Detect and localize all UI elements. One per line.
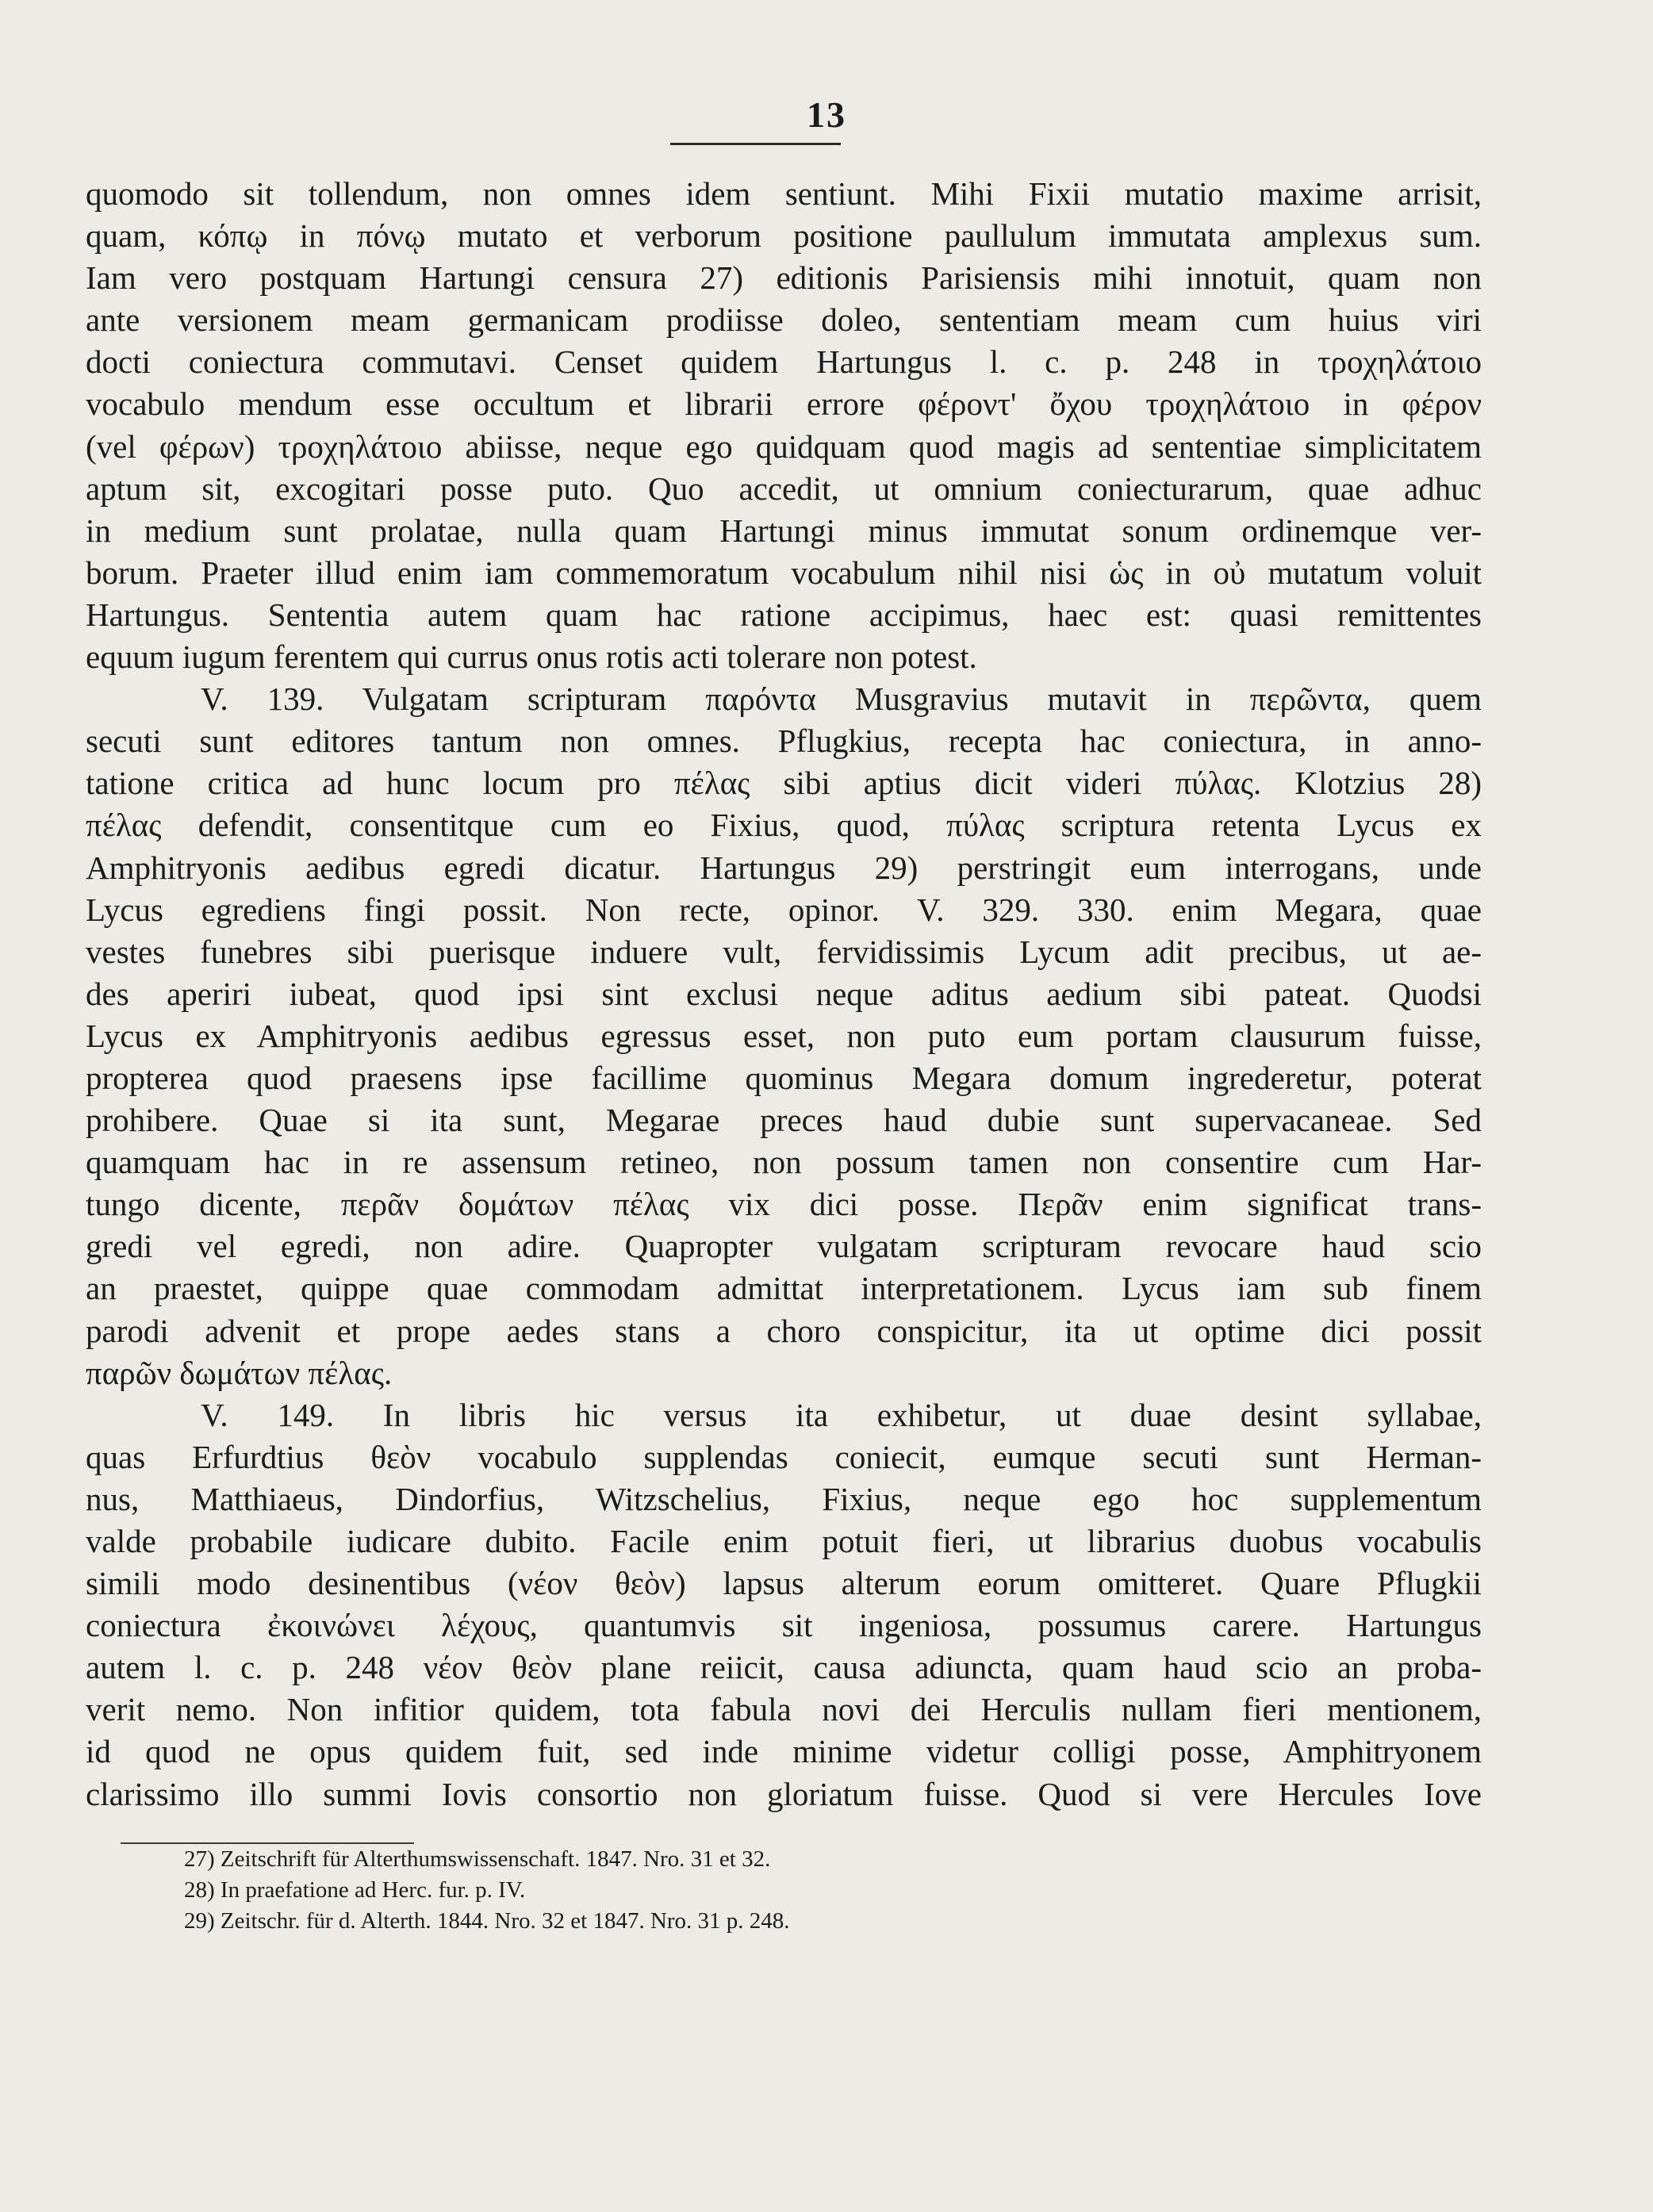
text-line: παρῶν δωμάτων πέλας.	[86, 1354, 393, 1391]
footnote-27: 27) Zeitschrift für Alterthumswissenschaft. 1847. Nro. 31 et 32.	[184, 1846, 771, 1872]
body-text	[86, 173, 1482, 1815]
text-line: id quod ne opus quidem fuit, sed inde minime videtur colligi posse, Amphitryonem	[86, 1733, 1482, 1770]
page-number: 13	[807, 94, 846, 135]
text-line: Iam vero postquam Hartungi censura 27) editionis Parisiensis mihi innotuit, quam non	[86, 259, 1482, 297]
text-line: propterea quod praesens ipse facillime quominus Megara domum ingrederetur, poterat	[86, 1059, 1482, 1096]
text-line: (vel φέρων) τροχηλάτοιο abiisse, neque ego quidquam quod magis ad sententiae simplicitatem	[86, 427, 1482, 465]
text-line: Hartungus. Sententia autem quam hac ratione accipimus, haec est: quasi remittentes	[86, 596, 1482, 633]
text-line: Amphitryonis aedibus egredi dicatur. Hartungus 29) perstringit eum interrogans, unde	[86, 849, 1482, 886]
text-line: aptum sit, excogitari posse puto. Quo accedit, ut omnium coniecturarum, quae adhuc	[86, 470, 1482, 507]
footnote-28: 28) In praefatione ad Herc. fur. p. IV.	[184, 1877, 526, 1903]
text-line: vocabulo mendum esse occultum et librarii errore φέροντ' ὄχου τροχηλάτοιο in φέρον	[86, 385, 1482, 423]
text-line: docti coniectura commutavi. Censet quidem Hartungus l. c. p. 248 in τροχηλάτοιο	[86, 343, 1482, 381]
text-line: quamquam hac in re assensum retineo, non possum tamen non consentire cum Har-	[86, 1144, 1482, 1181]
footnote-29: 29) Zeitschr. für d. Alterth. 1844. Nro. 32 et 1847. Nro. 31 p. 248.	[184, 1908, 790, 1934]
text-line: πέλας defendit, consentitque cum eo Fixius, quod, πύλας scriptura retenta Lycus ex	[86, 807, 1482, 844]
text-line: des aperiri iubeat, quod ipsi sint exclusi neque aditus aedium sibi pateat. Quodsi	[86, 975, 1482, 1012]
text-line: quam, κόπῳ in πόνῳ mutato et verborum positione paullulum immutata amplexus sum.	[86, 217, 1482, 255]
text-line: an praestet, quippe quae commodam admittat interpretationem. Lycus iam sub finem	[86, 1270, 1482, 1307]
text-line: prohibere. Quae si ita sunt, Megarae preces haud dubie sunt supervacaneae. Sed	[86, 1102, 1482, 1139]
text-line: Lycus egrediens fingi possit. Non recte, opinor. V. 329. 330. enim Megara, quae	[86, 891, 1482, 928]
text-line: simili modo desinentibus (νέον θεὸν) lapsus alterum eorum omitteret. Quare Pflugkii	[86, 1565, 1482, 1602]
text-line: Lycus ex Amphitryonis aedibus egressus esset, non puto eum portam clausurum fuisse,	[86, 1017, 1482, 1054]
text-line: equum iugum ferentem qui currus onus rotis acti tolerare non potest.	[86, 638, 977, 676]
text-line: coniectura ἐκοινώνει λέχους, quantumvis sit ingeniosa, possumus carere. Hartungus	[86, 1607, 1482, 1644]
text-line: quomodo sit tollendum, non omnes idem sentiunt. Mihi Fixii mutatio maxime arrisit,	[86, 175, 1482, 212]
text-line: tatione critica ad hunc locum pro πέλας sibi aptius dicit videri πύλας. Klotzius 28)	[86, 765, 1482, 802]
text-line: borum. Praeter illud enim iam commemoratum vocabulum nihil nisi ὡς in οὐ mutatum voluit	[86, 554, 1482, 591]
text-line: secuti sunt editores tantum non omnes. Pflugkius, recepta hac coniectura, in anno-	[86, 723, 1482, 760]
text-line: parodi advenit et prope aedes stans a choro conspicitur, ita ut optime dici possit	[86, 1312, 1482, 1349]
text-line: gredi vel egredi, non adire. Quapropter vulgatam scripturam revocare haud scio	[86, 1228, 1482, 1265]
text-line: quas Erfurdtius θεὸν vocabulo supplendas coniecit, eumque secuti sunt Herman-	[86, 1438, 1482, 1475]
text-line: tungo dicente, περᾶν δομάτων πέλας vix dici posse. Περᾶν enim significat trans-	[86, 1186, 1482, 1223]
text-line: valde probabile iudicare dubito. Facile enim potuit fieri, ut librarius duobus vocabulis	[86, 1523, 1482, 1559]
paragraph-start-line: V. 139. Vulgatam scripturam παρόντα Musgravius mutavit in περῶντα, quem	[201, 680, 1482, 718]
text-line: ante versionem meam germanicam prodiisse doleo, sententiam meam cum huius viri	[86, 301, 1482, 339]
page-number-rule	[670, 143, 841, 145]
text-line: clarissimo illo summi Iovis consortio non gloriatum fuisse. Quod si vere Hercules Iove	[86, 1775, 1482, 1812]
text-line: autem l. c. p. 248 νέον θεὸν plane reiicit, causa adiuncta, quam haud scio an proba-	[86, 1649, 1482, 1686]
text-line: nus, Matthiaeus, Dindorfius, Witzschelius, Fixius, neque ego hoc supplementum	[86, 1480, 1482, 1517]
footnotes	[184, 1844, 1215, 1937]
text-line: verit nemo. Non infitior quidem, tota fabula novi dei Herculis nullam fieri mentionem,	[86, 1691, 1482, 1728]
paragraph-start-line: V. 149. In libris hic versus ita exhibetur, ut duae desint syllabae,	[201, 1396, 1482, 1433]
text-line: vestes funebres sibi puerisque induere vult, fervidissimis Lycum adit precibus, ut ae-	[86, 933, 1482, 970]
text-line: in medium sunt prolatae, nulla quam Hartungi minus immutat sonum ordinemque ver-	[86, 512, 1482, 549]
